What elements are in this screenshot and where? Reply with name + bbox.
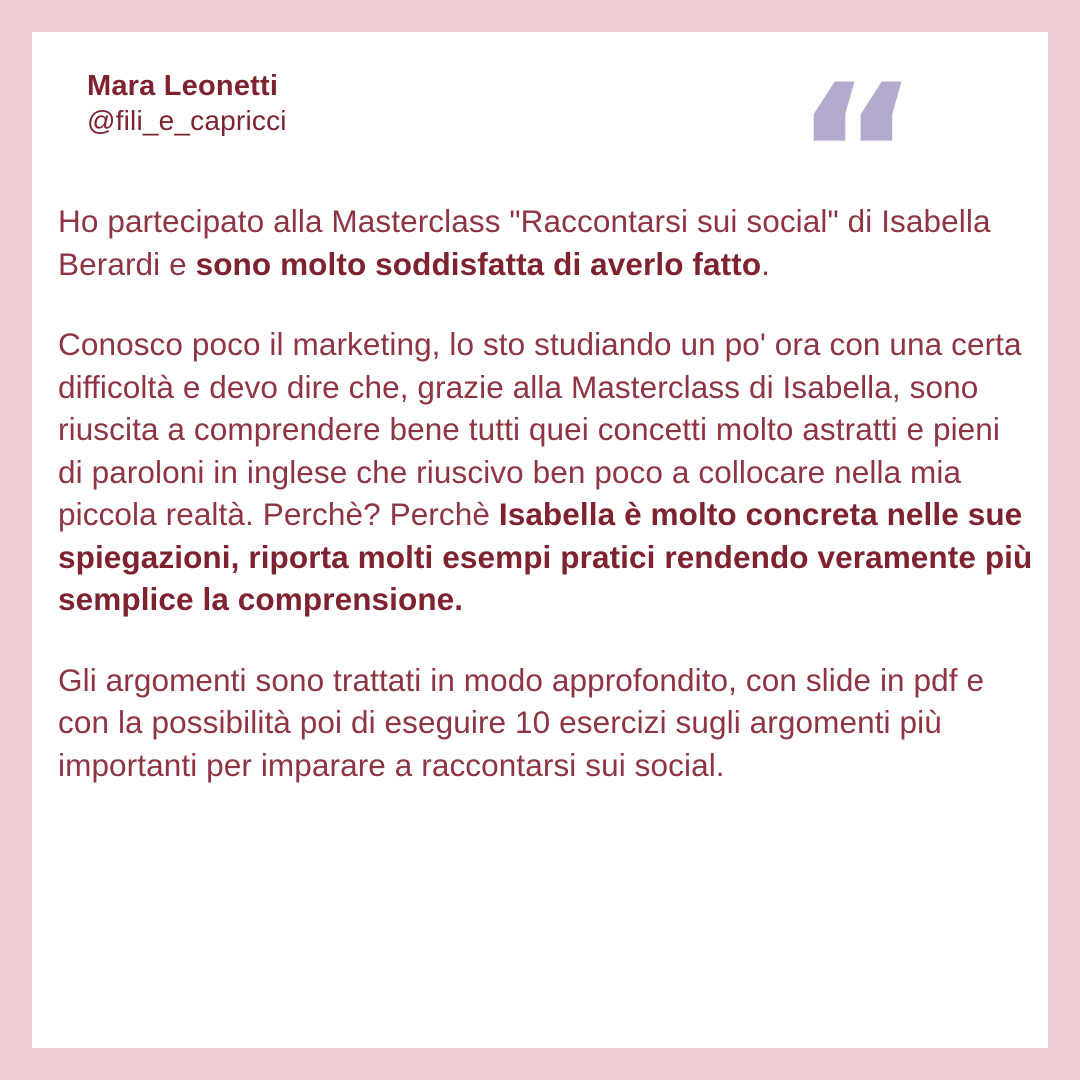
plain-text: . (761, 245, 771, 282)
testimonial-card (32, 32, 1048, 1048)
testimonial-paragraph (58, 659, 1033, 787)
author-name: Mara Leonetti (87, 70, 279, 102)
emphasis-text: sono molto soddisfatta di averlo fatto (195, 245, 762, 282)
testimonial-body (58, 200, 1033, 786)
plain-text: Ho partecipato alla Masterclass "Raccontarsi sui social" di Isabella Berardi e (58, 203, 991, 282)
testimonial-paragraph (58, 323, 1033, 621)
quote-mark-icon: “ (794, 44, 913, 265)
author-handle: @fili_e_capricci (87, 105, 287, 136)
plain-text: Conosco poco il marketing, lo sto studiando un po' ora con una certa difficoltà e devo dire che, grazie alla Masterclass di Isabella, sono riuscita a comprendere bene tutti quei concetti molto astratti e pieni di paroloni in inglese che riuscivo ben poco a collocare nella mia piccola realtà. Perchè? Perchè (58, 326, 1022, 532)
emphasis-text: Isabella è molto concreta nelle sue spiegazioni, riporta molti esempi pratici rendendo veramente più semplice la comprensione. (58, 496, 1033, 617)
plain-text: Gli argomenti sono trattati in modo approfondito, con slide in pdf e con la possibilità poi di eseguire 10 esercizi sugli argomenti più importanti per imparare a raccontarsi sui social. (58, 661, 985, 783)
author-block (87, 70, 287, 137)
testimonial-paragraph (58, 200, 1033, 285)
